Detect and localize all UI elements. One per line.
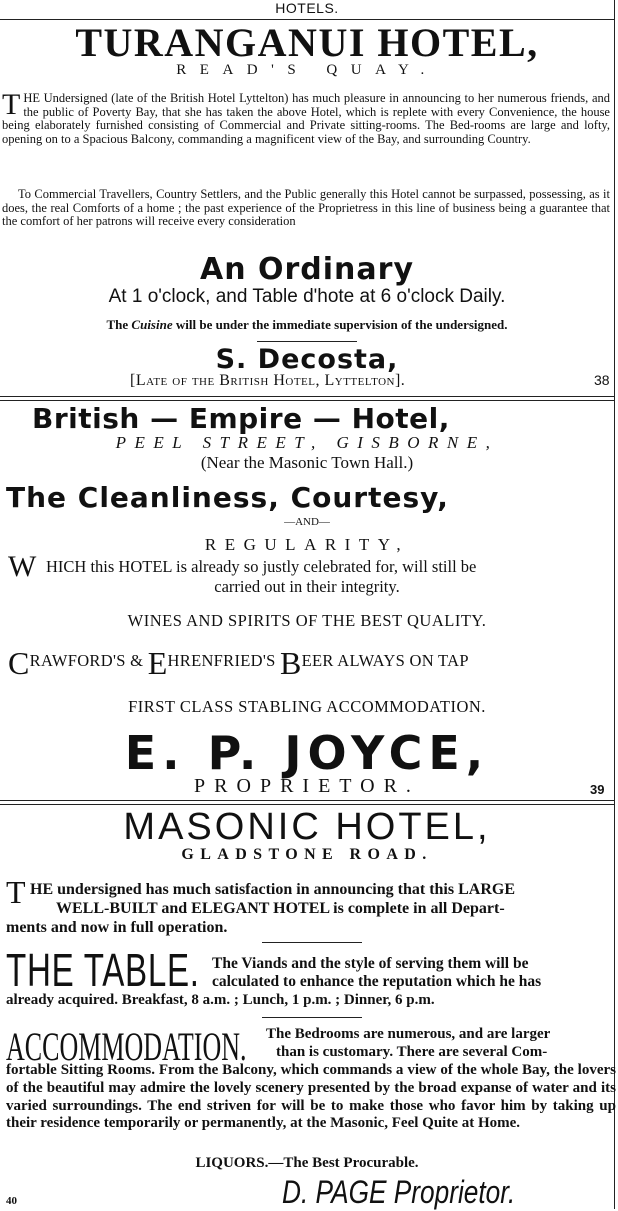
short-rule [257,341,357,342]
ad-divider-2 [0,800,614,805]
masonic-title: MASONIC HOTEL, [123,806,491,848]
intro-drop-cap: T [6,874,26,910]
table-line-2: calculated to enhance the reputation which he has [212,973,542,990]
liquors-line: LIQUORS.—The Best Procurable. [195,1155,419,1171]
table-heading: THE TABLE. [6,944,200,996]
turanganui-title: TURANGANUI HOTEL, [75,20,539,65]
column-rule [614,0,615,1209]
turanganui-paragraph-2: To Commercial Travellers, Country Settlers, and the Public generally this Hotel cannot be surpassed, possessing, as it does, the real Comforts of a home ; the past experience of the Proprietress in this line of business being a guarantee that the comfort of her patrons will receive every consideration [2,187,610,229]
which-drop-cap: W [8,550,37,583]
turanganui-paragraph-1: THE Undersigned (late of the British Hotel Lyttelton) has much pleasure in announcing to her numerous friends, and the public of Poverty Bay, that she has taken the above Hotel, which is replete with every Convenience, the house being elaborately furnished consisting of Commercial and Private sitting-rooms. The Bed-rooms are large and lofty, opening on to a Spacious Balcony, commanding a magnificent view of the Bay, and surrounding Country. [2,88,610,146]
beer-line: CRAWFORD'S & EHRENFRIED'S BEER ALWAYS ON TAP [8,645,469,681]
ordinary-heading: An Ordinary [199,252,415,287]
accom-line-2: than is customary. There are several Com- [276,1044,548,1060]
intro-line-3: ments and now in full operation. [6,919,228,936]
table-line-1: The Viands and the style of serving them will be [212,955,529,972]
ad-number-38: 38 [594,372,610,388]
cleanliness-heading: The Cleanliness, Courtesy, [6,481,449,514]
late-of-line: [Late of the British Hotel, Lyttelton]. [130,372,406,389]
ad-number-40: 40 [6,1195,17,1207]
intro-line-2: WELL-BUILT and ELEGANT HOTEL is complete in all Depart- [56,900,505,917]
ad-divider-1 [0,396,614,401]
masonic-signature: D. PAGE Proprietor. [282,1174,516,1210]
ordinary-times: At 1 o'clock, and Table d'hote at 6 o'clock Daily. [108,286,506,307]
intro-line-1: HE undersigned has much satisfaction in announcing that this LARGE [30,881,515,898]
short-rule-3 [262,1017,362,1018]
accommodation-body: fortable Sitting Rooms. From the Balcony, which commands a view of the whole Bay, the lovers of the beautiful may admire the lovely scenery presented by the broad expanse of water and its varied surroundings. The end striven for will be to make those who favor him by taking up their residence temporarily or permanently, at the Masonic, Feel Quite at Home. [6,1062,616,1132]
ad-number-39: 39 [590,782,605,797]
accommodation-heading: ACCOMMODATION. [6,1024,247,1069]
joyce-title: PROPRIETOR. [194,775,420,797]
accom-line-1: The Bedrooms are numerous, and are larger [266,1026,551,1042]
gladstone-road: GLADSTONE ROAD. [181,846,433,863]
regularity: REGULARITY, [204,535,410,554]
and-line: —AND— [284,516,330,528]
drop-cap: T [2,88,21,121]
wines-line: WINES AND SPIRITS OF THE BEST QUALITY. [127,611,487,630]
cuisine-note: The Cuisine will be under the immediate supervision of the undersigned. [106,317,508,332]
turanganui-proprietor: S. Decosta, [215,344,399,375]
short-rule-2 [262,942,362,943]
which-line-1: HICH this HOTEL is already so justly celebrated for, will still be [46,557,477,576]
table-line-3: already acquired. Breakfast, 8 a.m. ; Lunch, 1 p.m. ; Dinner, 6 p.m. [6,992,435,1008]
near-masonic: (Near the Masonic Town Hall.) [200,453,414,472]
joyce-name: E. P. JOYCE, [124,726,490,780]
stabling-line: FIRST CLASS STABLING ACCOMMODATION. [128,697,486,716]
which-line-2: carried out in their integrity. [214,577,400,596]
peel-street: PEEL STREET, GISBORNE, [115,433,499,452]
section-header: HOTELS. [275,0,339,16]
british-empire-title: British — Empire — Hotel, [32,402,450,435]
turanganui-subtitle: READ'S QUAY. [176,62,438,78]
